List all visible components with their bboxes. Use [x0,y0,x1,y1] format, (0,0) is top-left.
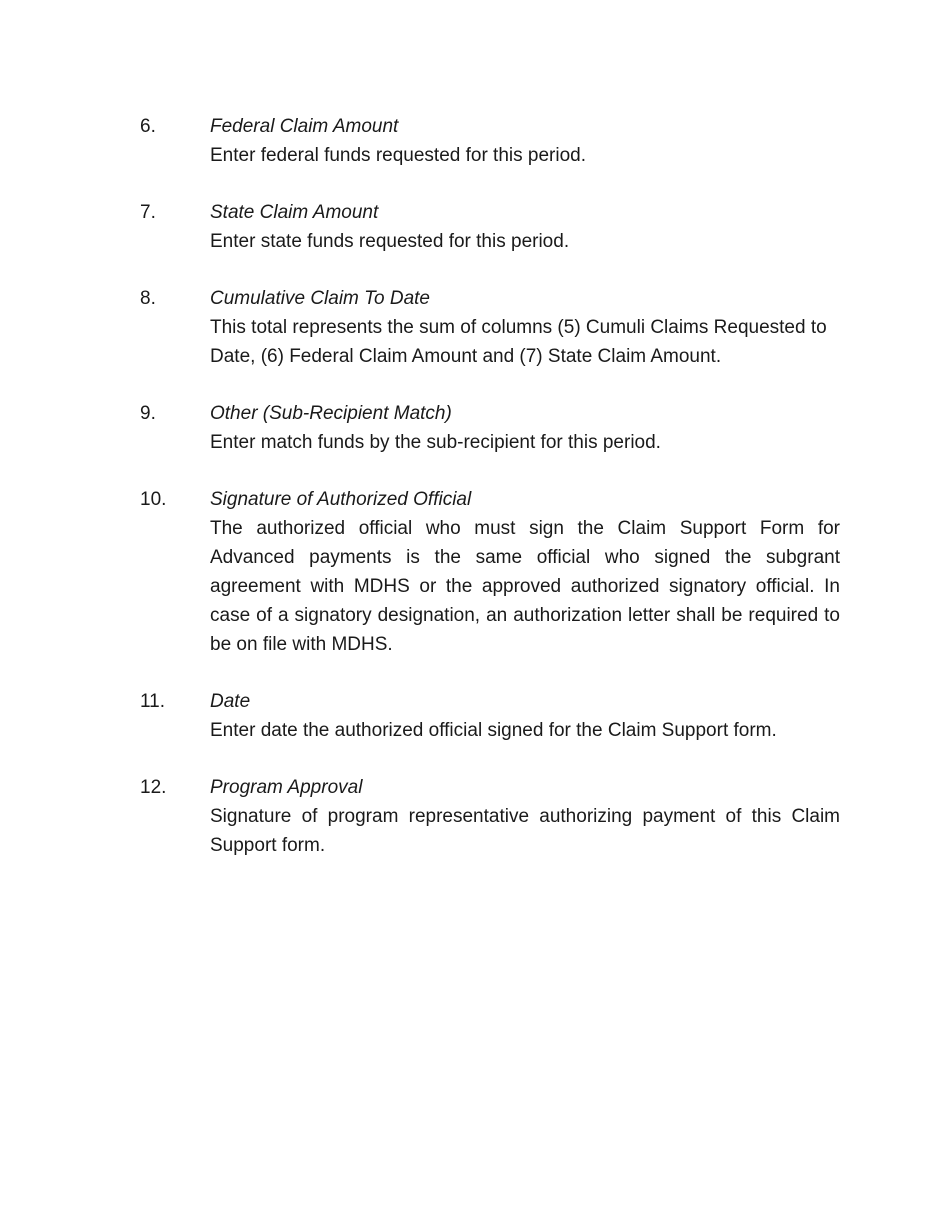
item-number: 7. [140,202,156,223]
item-content [210,687,840,745]
item-heading: State Claim Amount [210,202,379,223]
item-number: 11. [140,691,166,712]
item-heading: Federal Claim Amount [210,116,399,137]
item-number: 12. [140,777,167,798]
list-item [140,284,840,371]
item-description: Signature of program representative authorizing payment of this Claim Support form. [210,806,840,856]
list-item [140,198,840,256]
item-content [210,112,840,170]
item-description: Enter date the authorized official signed for the Claim Support form. [210,720,777,741]
item-heading: Signature of Authorized Official [210,489,472,510]
item-number: 9. [140,403,156,424]
list-item [140,773,840,860]
instruction-list [140,112,840,888]
item-number: 10. [140,489,167,510]
item-description: The authorized official who must sign the Claim Support Form for Advanced payments is the same official who signed the subgrant agreement with MDHS or the approved authorized signatory official. In case of a signatory designation, an authorization letter shall be required to be on file with MDHS. [210,518,840,655]
list-item [140,485,840,659]
list-item [140,112,840,170]
item-number: 6. [140,116,156,137]
item-description: Enter state funds requested for this period. [210,231,570,252]
item-description: Enter federal funds requested for this period. [210,145,587,166]
item-heading: Cumulative Claim To Date [210,288,430,309]
item-heading: Date [210,691,251,712]
item-description: Enter match funds by the sub-recipient for this period. [210,432,661,453]
item-content [210,773,840,860]
item-description: This total represents the sum of columns (5) Cumuli Claims Requested to Date, (6) Federal Claim Amount and (7) State Claim Amount. [210,317,827,367]
item-content [210,198,840,256]
item-number: 8. [140,288,156,309]
item-content [210,284,840,371]
item-heading: Program Approval [210,777,363,798]
item-heading: Other (Sub-Recipient Match) [210,403,452,424]
list-item [140,399,840,457]
list-item [140,687,840,745]
item-content [210,485,840,659]
item-content [210,399,840,457]
